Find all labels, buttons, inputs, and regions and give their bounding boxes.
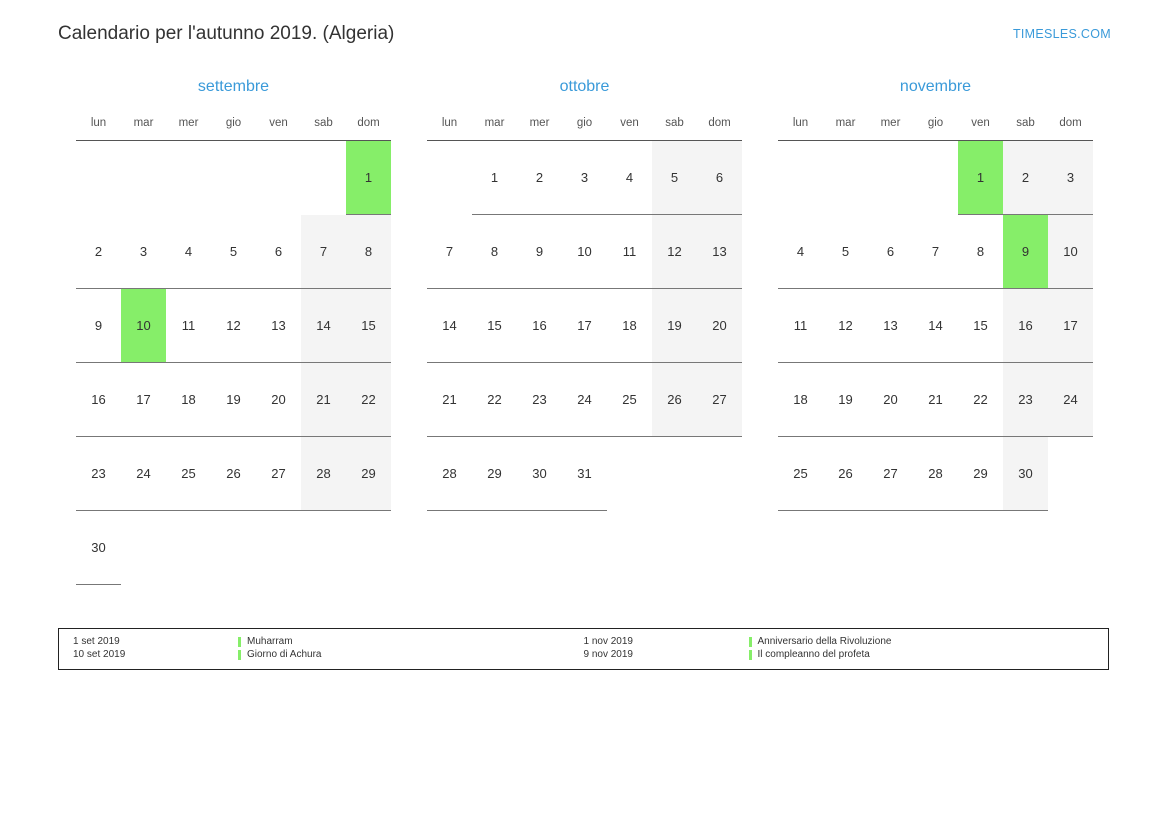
day-cell[interactable]: 2 xyxy=(517,141,562,215)
day-cell[interactable]: 4 xyxy=(607,141,652,215)
week-row xyxy=(76,141,391,215)
day-cell[interactable]: 14 xyxy=(913,289,958,363)
week-row xyxy=(427,437,742,511)
weekend-day-cell[interactable]: 19 xyxy=(652,289,697,363)
legend-date: 9 nov 2019 xyxy=(583,648,633,660)
month-table xyxy=(778,112,1093,511)
legend-holiday-name: Anniversario della Rivoluzione xyxy=(749,636,892,649)
day-cell[interactable]: 7 xyxy=(913,215,958,289)
weekend-day-cell[interactable]: 10 xyxy=(1048,215,1093,289)
day-cell[interactable]: 23 xyxy=(76,437,121,511)
empty-day-cell xyxy=(256,511,301,585)
weekday-header-row xyxy=(778,112,1093,141)
day-cell[interactable]: 9 xyxy=(517,215,562,289)
day-cell[interactable]: 3 xyxy=(121,215,166,289)
day-cell[interactable]: 30 xyxy=(76,511,121,585)
day-cell[interactable]: 1 xyxy=(472,141,517,215)
legend-names xyxy=(238,636,322,661)
weekend-day-cell[interactable]: 3 xyxy=(1048,141,1093,215)
page-title: Calendario per l'autunno 2019. (Algeria) xyxy=(58,23,395,44)
weekend-day-cell[interactable]: 6 xyxy=(697,141,742,215)
weekend-day-cell[interactable]: 24 xyxy=(1048,363,1093,437)
weekend-day-cell[interactable]: 15 xyxy=(346,289,391,363)
weekday-label: mer xyxy=(166,112,211,141)
legend-column xyxy=(584,636,1095,661)
legend-column xyxy=(73,636,584,661)
empty-day-cell xyxy=(607,437,652,511)
page-header xyxy=(58,18,1111,50)
weekend-day-cell[interactable]: 22 xyxy=(346,363,391,437)
day-cell[interactable]: 4 xyxy=(166,215,211,289)
month-table xyxy=(427,112,742,511)
legend-holiday-name: Muharram xyxy=(238,636,322,649)
empty-day-cell xyxy=(778,141,823,215)
day-cell[interactable]: 15 xyxy=(958,289,1003,363)
weekday-label: sab xyxy=(301,112,346,141)
legend-dates xyxy=(584,636,749,661)
empty-day-cell xyxy=(166,511,211,585)
day-cell[interactable]: 3 xyxy=(562,141,607,215)
day-cell[interactable]: 17 xyxy=(562,289,607,363)
empty-day-cell xyxy=(211,141,256,215)
empty-day-cell xyxy=(427,141,472,215)
day-cell[interactable]: 13 xyxy=(868,289,913,363)
day-cell[interactable]: 8 xyxy=(472,215,517,289)
week-row xyxy=(427,215,742,289)
weekend-day-cell[interactable]: 16 xyxy=(1003,289,1048,363)
weekend-day-cell[interactable]: 21 xyxy=(301,363,346,437)
weekday-label: sab xyxy=(652,112,697,141)
empty-day-cell xyxy=(697,437,742,511)
weekday-label: sab xyxy=(1003,112,1048,141)
empty-day-cell xyxy=(211,511,256,585)
weekday-header-row xyxy=(427,112,742,141)
day-cell[interactable]: 8 xyxy=(958,215,1003,289)
day-cell[interactable]: 9 xyxy=(76,289,121,363)
week-row xyxy=(778,141,1093,215)
holiday-day-cell[interactable]: 9 xyxy=(1003,215,1048,289)
month-title: ottobre xyxy=(559,78,610,95)
day-cell[interactable]: 26 xyxy=(211,437,256,511)
weekend-day-cell[interactable]: 14 xyxy=(301,289,346,363)
calendar-grid-container xyxy=(58,78,1111,585)
weekend-day-cell[interactable]: 26 xyxy=(652,363,697,437)
day-cell[interactable]: 5 xyxy=(211,215,256,289)
empty-day-cell xyxy=(823,141,868,215)
weekend-day-cell[interactable]: 17 xyxy=(1048,289,1093,363)
weekday-label: mer xyxy=(517,112,562,141)
day-cell[interactable]: 17 xyxy=(121,363,166,437)
day-cell[interactable]: 15 xyxy=(472,289,517,363)
day-cell[interactable]: 21 xyxy=(427,363,472,437)
week-row xyxy=(76,437,391,511)
day-cell[interactable]: 5 xyxy=(823,215,868,289)
weekday-label: gio xyxy=(913,112,958,141)
day-cell[interactable]: 20 xyxy=(868,363,913,437)
legend-date: 1 nov 2019 xyxy=(583,636,633,647)
month-table xyxy=(76,112,391,585)
day-cell[interactable]: 18 xyxy=(778,363,823,437)
empty-day-cell xyxy=(868,141,913,215)
month-block xyxy=(760,78,1111,585)
week-row xyxy=(778,437,1093,511)
week-row xyxy=(427,289,742,363)
day-cell[interactable]: 16 xyxy=(76,363,121,437)
weekday-label: ven xyxy=(958,112,1003,141)
legend xyxy=(58,628,1109,670)
holiday-day-cell[interactable]: 1 xyxy=(958,141,1003,215)
week-row xyxy=(778,363,1093,437)
day-cell[interactable]: 24 xyxy=(562,363,607,437)
weekday-label: dom xyxy=(697,112,742,141)
weekend-day-cell[interactable]: 7 xyxy=(301,215,346,289)
day-cell[interactable]: 27 xyxy=(868,437,913,511)
month-block xyxy=(58,78,409,585)
day-cell[interactable]: 4 xyxy=(778,215,823,289)
day-cell[interactable]: 2 xyxy=(76,215,121,289)
week-row xyxy=(76,511,391,585)
weekday-label: lun xyxy=(778,112,823,141)
day-cell[interactable]: 12 xyxy=(823,289,868,363)
weekday-label: gio xyxy=(562,112,607,141)
weekday-label: mar xyxy=(472,112,517,141)
day-cell[interactable]: 22 xyxy=(472,363,517,437)
day-cell[interactable]: 20 xyxy=(256,363,301,437)
month-block xyxy=(409,78,760,585)
weekday-label: mar xyxy=(823,112,868,141)
weekend-day-cell[interactable]: 23 xyxy=(1003,363,1048,437)
day-cell[interactable]: 27 xyxy=(256,437,301,511)
day-cell[interactable]: 22 xyxy=(958,363,1003,437)
day-cell[interactable]: 31 xyxy=(562,437,607,511)
empty-day-cell xyxy=(1048,437,1093,511)
weekend-day-cell[interactable]: 20 xyxy=(697,289,742,363)
empty-day-cell xyxy=(76,141,121,215)
holiday-day-cell[interactable]: 10 xyxy=(121,289,166,363)
weekday-label: lun xyxy=(76,112,121,141)
legend-names xyxy=(749,636,892,661)
empty-day-cell xyxy=(301,141,346,215)
legend-holiday-name: Il compleanno del profeta xyxy=(749,649,892,662)
weekend-day-cell[interactable]: 5 xyxy=(652,141,697,215)
day-cell[interactable]: 25 xyxy=(166,437,211,511)
weekend-day-cell[interactable]: 28 xyxy=(301,437,346,511)
month-title: novembre xyxy=(899,78,972,95)
day-cell[interactable]: 28 xyxy=(427,437,472,511)
day-cell[interactable]: 29 xyxy=(472,437,517,511)
weekend-day-cell[interactable]: 8 xyxy=(346,215,391,289)
week-row xyxy=(76,363,391,437)
weekend-day-cell[interactable]: 29 xyxy=(346,437,391,511)
week-row xyxy=(427,363,742,437)
empty-day-cell xyxy=(301,511,346,585)
day-cell[interactable]: 29 xyxy=(958,437,1003,511)
day-cell[interactable]: 11 xyxy=(778,289,823,363)
weekday-label: lun xyxy=(427,112,472,141)
empty-day-cell xyxy=(346,511,391,585)
legend-holiday-name: Giorno di Achura xyxy=(238,649,322,662)
week-row xyxy=(427,141,742,215)
day-cell[interactable]: 19 xyxy=(823,363,868,437)
empty-day-cell xyxy=(256,141,301,215)
month-title: settembre xyxy=(197,78,270,95)
weekday-label: mer xyxy=(868,112,913,141)
day-cell[interactable]: 25 xyxy=(778,437,823,511)
day-cell[interactable]: 12 xyxy=(211,289,256,363)
weekday-label: gio xyxy=(211,112,256,141)
day-cell[interactable]: 16 xyxy=(517,289,562,363)
week-row xyxy=(778,215,1093,289)
legend-date: 1 set 2019 xyxy=(73,636,120,647)
weekday-header-row xyxy=(76,112,391,141)
weekend-day-cell[interactable]: 30 xyxy=(1003,437,1048,511)
brand-link[interactable]: TIMESLES.COM xyxy=(1012,27,1111,41)
empty-day-cell xyxy=(121,141,166,215)
empty-day-cell xyxy=(121,511,166,585)
day-cell[interactable]: 28 xyxy=(913,437,958,511)
week-row xyxy=(76,215,391,289)
weekday-label: ven xyxy=(256,112,301,141)
weekend-day-cell[interactable]: 13 xyxy=(697,215,742,289)
holiday-day-cell[interactable]: 1 xyxy=(346,141,391,215)
day-cell[interactable]: 11 xyxy=(607,215,652,289)
day-cell[interactable]: 10 xyxy=(562,215,607,289)
day-cell[interactable]: 25 xyxy=(607,363,652,437)
day-cell[interactable]: 30 xyxy=(517,437,562,511)
day-cell[interactable]: 14 xyxy=(427,289,472,363)
weekday-label: ven xyxy=(607,112,652,141)
weekend-day-cell[interactable]: 27 xyxy=(697,363,742,437)
day-cell[interactable]: 19 xyxy=(211,363,256,437)
week-row xyxy=(76,289,391,363)
day-cell[interactable]: 6 xyxy=(256,215,301,289)
week-row xyxy=(778,289,1093,363)
weekday-label: dom xyxy=(346,112,391,141)
day-cell[interactable]: 18 xyxy=(607,289,652,363)
legend-date: 10 set 2019 xyxy=(73,648,126,660)
day-cell[interactable]: 18 xyxy=(166,363,211,437)
day-cell[interactable]: 11 xyxy=(166,289,211,363)
empty-day-cell xyxy=(913,141,958,215)
empty-day-cell xyxy=(652,437,697,511)
empty-day-cell xyxy=(166,141,211,215)
day-cell[interactable]: 26 xyxy=(823,437,868,511)
weekend-day-cell[interactable]: 12 xyxy=(652,215,697,289)
weekend-day-cell[interactable]: 2 xyxy=(1003,141,1048,215)
day-cell[interactable]: 13 xyxy=(256,289,301,363)
day-cell[interactable]: 21 xyxy=(913,363,958,437)
day-cell[interactable]: 7 xyxy=(427,215,472,289)
weekday-label: dom xyxy=(1048,112,1093,141)
day-cell[interactable]: 24 xyxy=(121,437,166,511)
legend-dates xyxy=(73,636,238,661)
day-cell[interactable]: 23 xyxy=(517,363,562,437)
weekday-label: mar xyxy=(121,112,166,141)
day-cell[interactable]: 6 xyxy=(868,215,913,289)
